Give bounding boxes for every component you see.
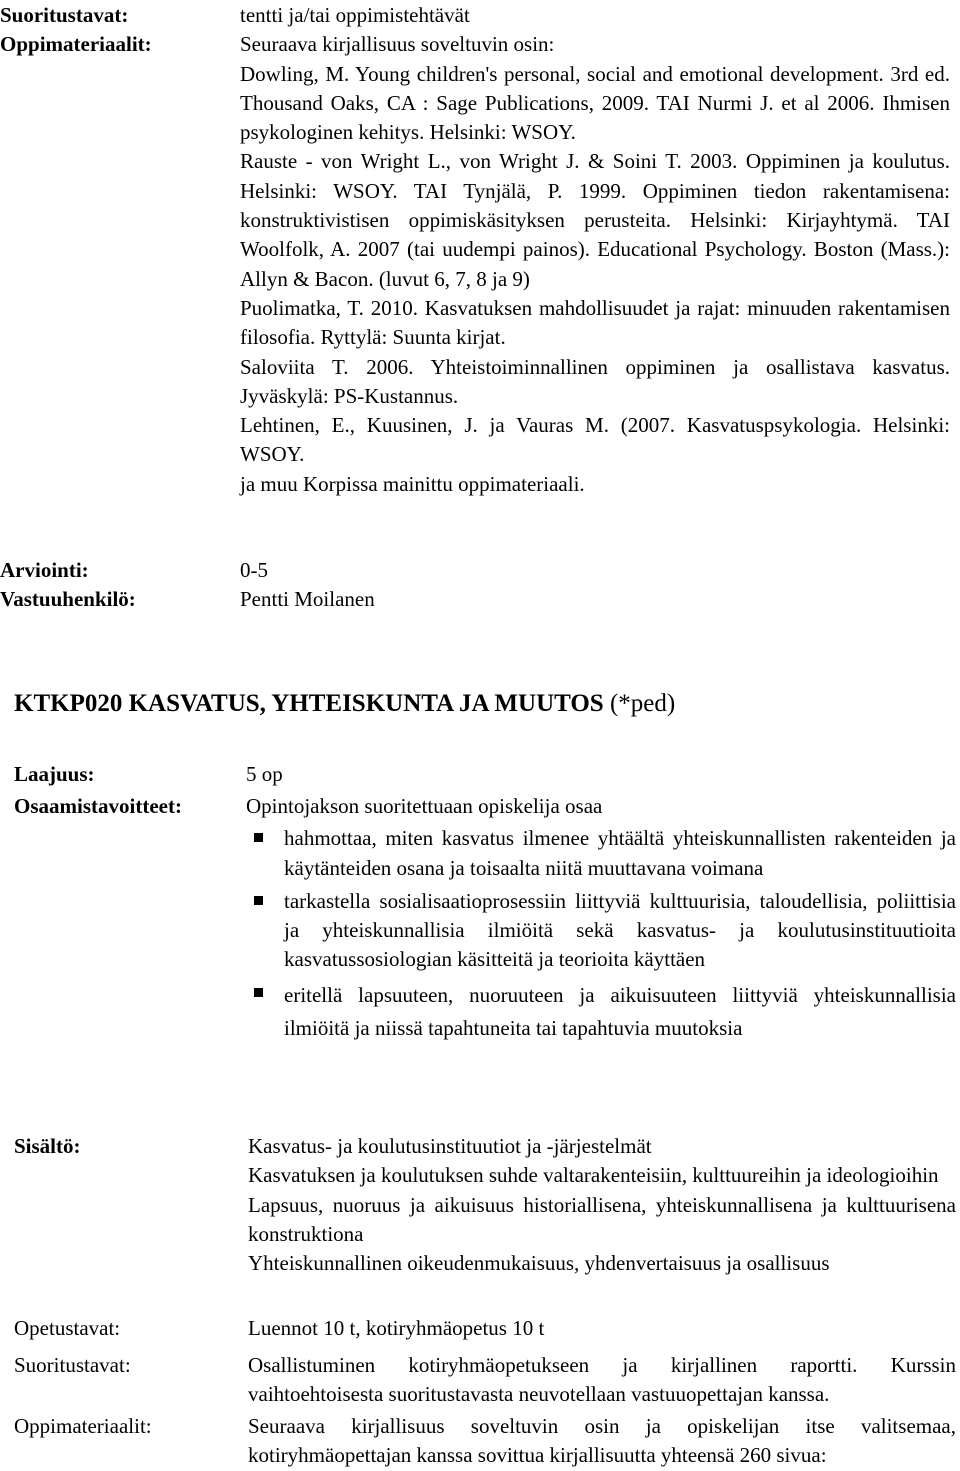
- sisalto-item: Kasvatus- ja koulutusinstituutiot ja -järjestelmät: [248, 1134, 652, 1158]
- suoritustavat-value: tentti ja/tai oppimistehtävät: [240, 3, 470, 27]
- material-item: ja muu Korpissa mainittu oppimateriaali.: [240, 471, 585, 496]
- arviointi-label: Arviointi:: [0, 558, 89, 582]
- osaamistavoitteet-label: Osaamistavoitteet:: [14, 794, 182, 818]
- course-code-title: KTKP020 KASVATUS, YHTEISKUNTA JA MUUTOS: [14, 690, 604, 717]
- oppimateriaalit-label: Oppimateriaalit:: [0, 32, 152, 56]
- material-item: Puolimatka, T. 2010. Kasvatuksen mahdollisuudet ja rajat: minuuden rakentamisen filosofia. Ryttylä: Suunta kirjat.: [240, 295, 950, 350]
- suoritustavat-label-2: Suoritustavat:: [14, 1353, 131, 1377]
- oppimateriaalit-label-2: Oppimateriaalit:: [14, 1414, 152, 1438]
- material-item: Rauste - von Wright L., von Wright J. & Soini T. 2003. Oppiminen ja koulutus. Helsinki: WSOY. TAI Tynjälä, P. 1999. Oppiminen tiedon rakentamisena: konstruktivistisen oppimiskäsityksen perusteita. Helsinki: Kirjayhtymä. TAI Woolfolk, A. 2007 (tai uudempi painos). Educational Psychology. Boston (Mass.): Allyn & Bacon. (luvut 6, 7, 8 ja 9): [240, 149, 950, 291]
- list-item: tarkastella sosialisaatioprosessiin liittyviä kulttuurisia, taloudellisia, poliittisia ja yhteiskunnallisia ilmiöitä sekä kasvatus- ja koulutusinstituutioita kasvatussosiologian käsitteitä ja teorioita käyttäen: [246, 887, 956, 975]
- bullet-square-icon: [254, 988, 263, 997]
- vastuuhenkilo-label: Vastuuhenkilö:: [0, 587, 136, 611]
- vastuuhenkilo-value: Pentti Moilanen: [240, 587, 375, 611]
- material-item: Saloviita T. 2006. Yhteistoiminnallinen oppiminen ja osallistava kasvatus. Jyväskylä: PS-Kustannus.: [240, 354, 950, 408]
- course-suffix: (*ped): [609, 690, 676, 717]
- laajuus-label: Laajuus:: [14, 762, 95, 786]
- osaamistavoitteet-block: [246, 792, 956, 1045]
- sisalto-item: Yhteiskunnallinen oikeudenmukaisuus, yhdenvertaisuus ja osallisuus: [248, 1251, 830, 1276]
- material-item: Dowling, M. Young children's personal, social and emotional development. 3rd ed. Thousand Oaks, CA : Sage Publications, 2009. TAI Nurmi J. et al 2006. Ihmisen psykologinen kehitys. Helsinki: WSOY.: [240, 61, 950, 145]
- section1-details: [240, 1, 950, 499]
- suoritustavat-label: Suoritustavat:: [0, 3, 129, 27]
- sisalto-label: Sisältö:: [14, 1134, 81, 1158]
- osaamis-list: [246, 824, 956, 1044]
- oppimateriaalit-value-2: Seuraava kirjallisuus soveltuvin osin ja opiskelijan itse valitsemaa, kotiryhmäopettajan kanssa sovittua kirjallisuutta yhteensä 260 sivua:: [248, 1414, 956, 1468]
- sisalto-item: Kasvatuksen ja koulutuksen suhde valtarakenteisiin, kulttuureihin ja ideologioihin: [248, 1163, 939, 1188]
- list-item: eritellä lapsuuteen, nuoruuteen ja aikuisuuteen liittyviä yhteiskunnallisia ilmiöitä ja niissä tapahtuneita tai tapahtuvia muutoksia: [246, 979, 956, 1045]
- arviointi-value: 0-5: [240, 558, 268, 582]
- bullet-square-icon: [254, 833, 263, 842]
- material-intro: Seuraava kirjallisuus soveltuvin osin:: [240, 32, 555, 57]
- osaamis-intro: Opintojakson suoritettuaan opiskelija osaa: [246, 794, 603, 818]
- sisalto-block: [248, 1132, 956, 1278]
- bullet-square-icon: [254, 896, 263, 905]
- suoritustavat-value-2: Osallistuminen kotiryhmäopetukseen ja kirjallinen raportti. Kurssin vaihtoehtoisesta suoritustavasta neuvotellaan vastuuopettajan kanssa.: [248, 1353, 956, 1407]
- course-heading: [14, 689, 675, 719]
- list-item: hahmottaa, miten kasvatus ilmenee yhtäältä yhteiskunnallisten rakenteiden ja käytänteiden osana ja toisaalta niitä muuttavana voimana: [246, 824, 956, 883]
- opetustavat-value: Luennot 10 t, kotiryhmäopetus 10 t: [248, 1316, 545, 1340]
- opetustavat-label: Opetustavat:: [14, 1316, 121, 1340]
- laajuus-value: 5 op: [246, 762, 283, 786]
- material-item: Lehtinen, E., Kuusinen, J. ja Vauras M. (2007. Kasvatuspsykologia. Helsinki: WSOY.: [240, 413, 950, 467]
- sisalto-item: Lapsuus, nuoruus ja aikuisuus historiallisena, yhteiskunnallisena ja kulttuurisena konstruktiona: [248, 1192, 956, 1246]
